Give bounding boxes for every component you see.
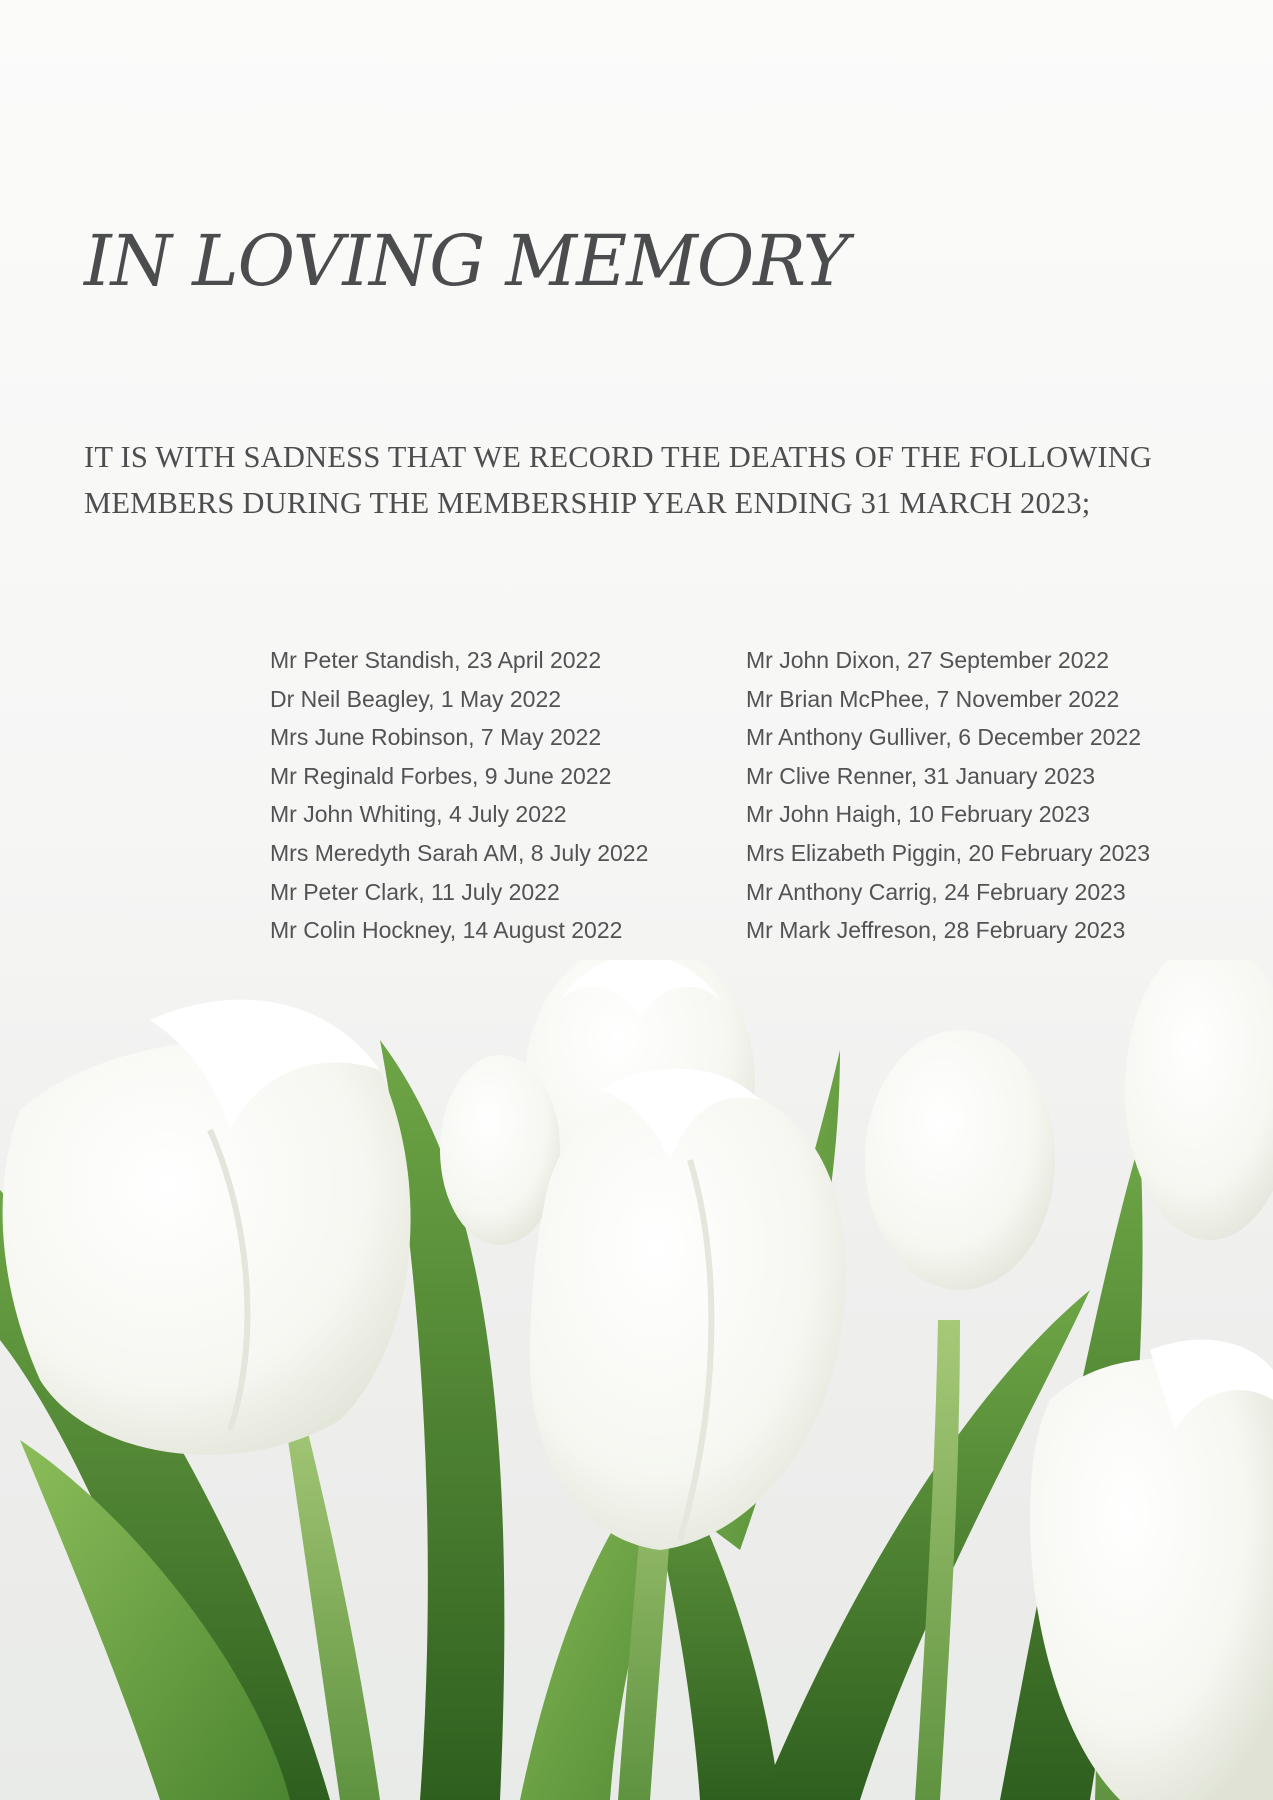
list-item: Mrs Meredyth Sarah AM, 8 July 2022 [270,839,649,866]
list-item: Mr Colin Hockney, 14 August 2022 [270,917,623,944]
list-item: Mrs June Robinson, 7 May 2022 [270,724,602,751]
list-item: Mr Anthony Carrig, 24 February 2023 [746,878,1126,905]
white-tulips-image [0,960,1273,1800]
list-item: Mr Anthony Gulliver, 6 December 2022 [746,724,1142,751]
list-item: Mr Brian McPhee, 7 November 2022 [746,685,1120,712]
list-item: Mr Peter Standish, 23 April 2022 [270,647,602,673]
list-item: Dr Neil Beagley, 1 May 2022 [270,685,562,712]
list-item: Mr John Whiting, 4 July 2022 [270,801,567,828]
list-item: Mr John Haigh, 10 February 2023 [746,801,1090,828]
member-list-left [270,641,648,950]
list-item: Mr Reginald Forbes, 9 June 2022 [270,762,612,789]
intro-text: IT IS WITH SADNESS THAT WE RECORD THE DEATHS OF THE FOLLOWING MEMBERS DURING THE MEMBERSHIP YEAR ENDING 31 MARCH 2023; [84,440,1153,520]
list-item: Mr Peter Clark, 11 July 2022 [270,878,560,905]
member-list-right [746,641,1150,950]
list-item: Mrs Elizabeth Piggin, 20 February 2023 [746,839,1150,866]
list-item: Mr Clive Renner, 31 January 2023 [746,762,1096,789]
list-item: Mr Mark Jeffreson, 28 February 2023 [746,917,1126,944]
page-title: IN LOVING MEMORY [84,220,849,302]
list-item: Mr John Dixon, 27 September 2022 [746,647,1110,673]
